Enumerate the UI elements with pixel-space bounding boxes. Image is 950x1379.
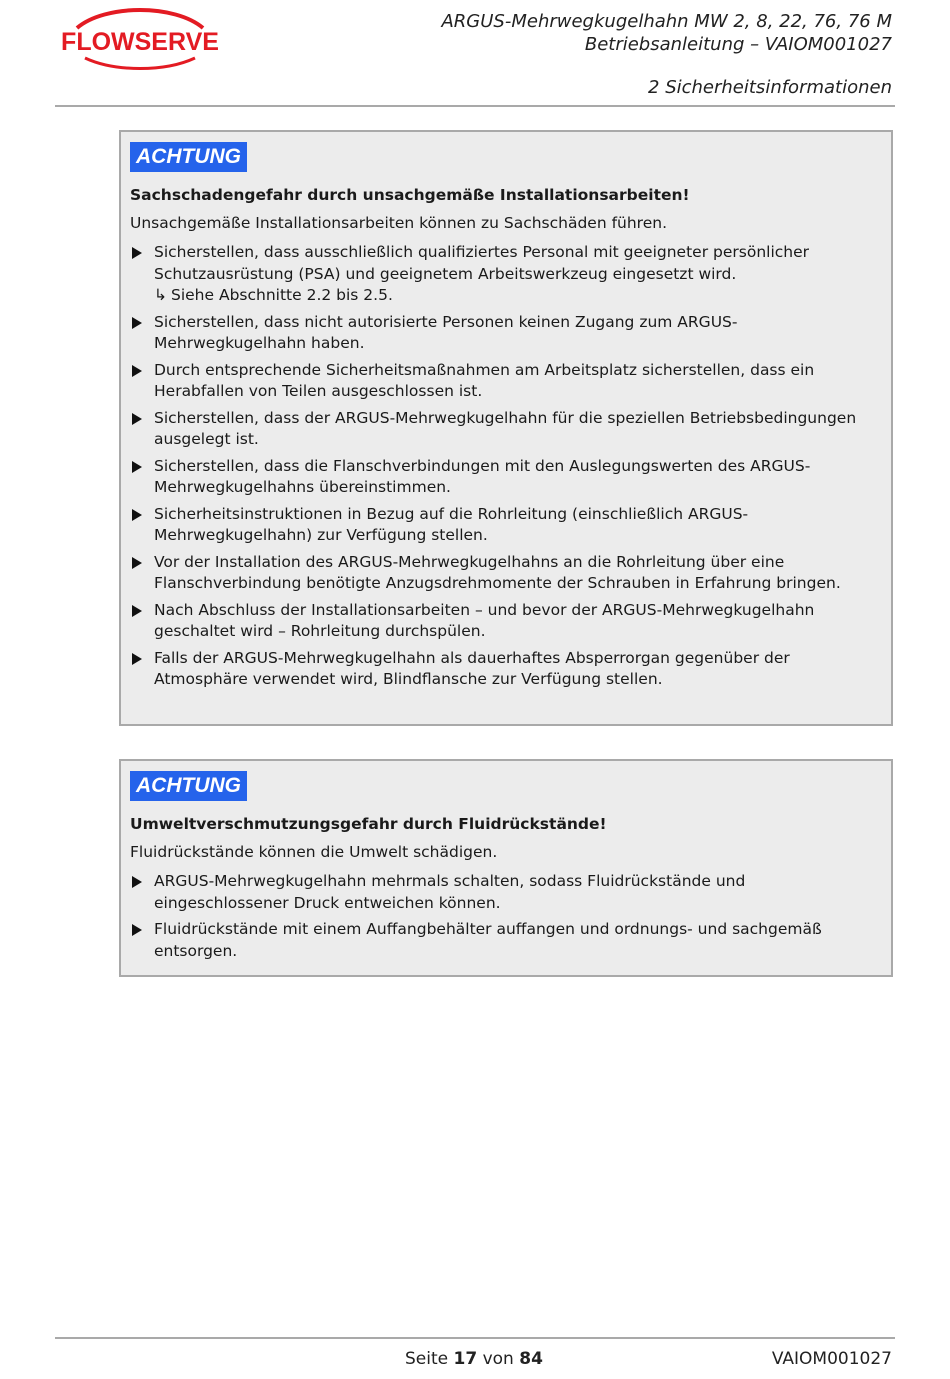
flowserve-logo <box>55 8 225 70</box>
bullet-triangle-icon <box>132 653 142 665</box>
list-item: Durch entsprechende Sicherheitsmaßnahmen am Arbeitsplatz sicherstellen, dass ein Herabfallen von Teilen ausgeschlossen ist. <box>130 360 881 403</box>
notice-badge: ACHTUNG <box>130 771 247 801</box>
footer-doc-id: VAIOM001027 <box>771 1349 892 1369</box>
document-header <box>441 10 892 56</box>
notice-box-environment <box>119 759 893 977</box>
notice-box-installation <box>119 130 893 726</box>
bullet-triangle-icon <box>132 509 142 521</box>
document-title: ARGUS-Mehrwegkugelhahn MW 2, 8, 22, 76, 76 M <box>441 11 892 32</box>
list-item: Fluidrückstände mit einem Auffangbehälter auffangen und ordnungs- und sachgemäß entsorgen. <box>130 919 881 962</box>
bullet-triangle-icon <box>132 247 142 259</box>
bullet-triangle-icon <box>132 461 142 473</box>
notice-title: Umweltverschmutzungsgefahr durch Fluidrückstände! <box>130 815 607 833</box>
cross-reference: ↳ Siehe Abschnitte 2.2 bis 2.5. <box>154 285 881 307</box>
notice-intro: Fluidrückstände können die Umwelt schädigen. <box>130 843 498 861</box>
notice-steps <box>130 242 881 691</box>
list-item: Sicherstellen, dass ausschließlich qualifiziertes Personal mit geeigneter persönlicher Schutzausrüstung (PSA) und geeignetem Arbeitswerkzeug eingesetzt wird. ↳ Siehe Abschnitte 2.2 bis 2.5. <box>130 242 881 307</box>
header-rule <box>55 105 895 107</box>
page-number: Seite 17 von 84 <box>405 1349 543 1369</box>
list-item: Falls der ARGUS-Mehrwegkugelhahn als dauerhaftes Absperrorgan gegenüber der Atmosphäre verwendet wird, Blindflansche zur Verfügung stellen. <box>130 648 881 691</box>
list-item: Sicherheitsinstruktionen in Bezug auf die Rohrleitung (einschließlich ARGUS-Mehrwegkugelhahn) zur Verfügung stellen. <box>130 504 881 547</box>
list-item: Sicherstellen, dass die Flanschverbindungen mit den Auslegungswerten des ARGUS-Mehrwegkugelhahns übereinstimmen. <box>130 456 881 499</box>
footer-rule <box>55 1337 895 1339</box>
document-subtitle: Betriebsanleitung – VAIOM001027 <box>584 34 892 55</box>
list-item: ARGUS-Mehrwegkugelhahn mehrmals schalten, sodass Fluidrückstände und eingeschlossener Druck entweichen können. <box>130 871 881 914</box>
bullet-triangle-icon <box>132 557 142 569</box>
list-item: Sicherstellen, dass nicht autorisierte Personen keinen Zugang zum ARGUS-Mehrwegkugelhahn haben. <box>130 312 881 355</box>
notice-steps <box>130 871 881 962</box>
bullet-triangle-icon <box>132 876 142 888</box>
notice-title: Sachschadengefahr durch unsachgemäße Installationsarbeiten! <box>130 186 690 204</box>
notice-badge: ACHTUNG <box>130 142 247 172</box>
section-title: 2 Sicherheitsinformationen <box>648 77 892 98</box>
bullet-triangle-icon <box>132 317 142 329</box>
list-item: Nach Abschluss der Installationsarbeiten – und bevor der ARGUS-Mehrwegkugelhahn geschaltet wird – Rohrleitung durchspülen. <box>130 600 881 643</box>
list-item: Sicherstellen, dass der ARGUS-Mehrwegkugelhahn für die speziellen Betriebsbedingungen ausgelegt ist. <box>130 408 881 451</box>
svg-text:FLOWSERVE: FLOWSERVE <box>61 28 219 56</box>
bullet-triangle-icon <box>132 605 142 617</box>
list-item: Vor der Installation des ARGUS-Mehrwegkugelhahns an die Rohrleitung über eine Flanschverbindung benötigte Anzugsdrehmomente der Schrauben in Erfahrung bringen. <box>130 552 881 595</box>
notice-intro: Unsachgemäße Installationsarbeiten können zu Sachschäden führen. <box>130 214 668 232</box>
bullet-triangle-icon <box>132 365 142 377</box>
bullet-triangle-icon <box>132 924 142 936</box>
bullet-triangle-icon <box>132 413 142 425</box>
reference-arrow-icon: ↳ <box>154 286 167 304</box>
